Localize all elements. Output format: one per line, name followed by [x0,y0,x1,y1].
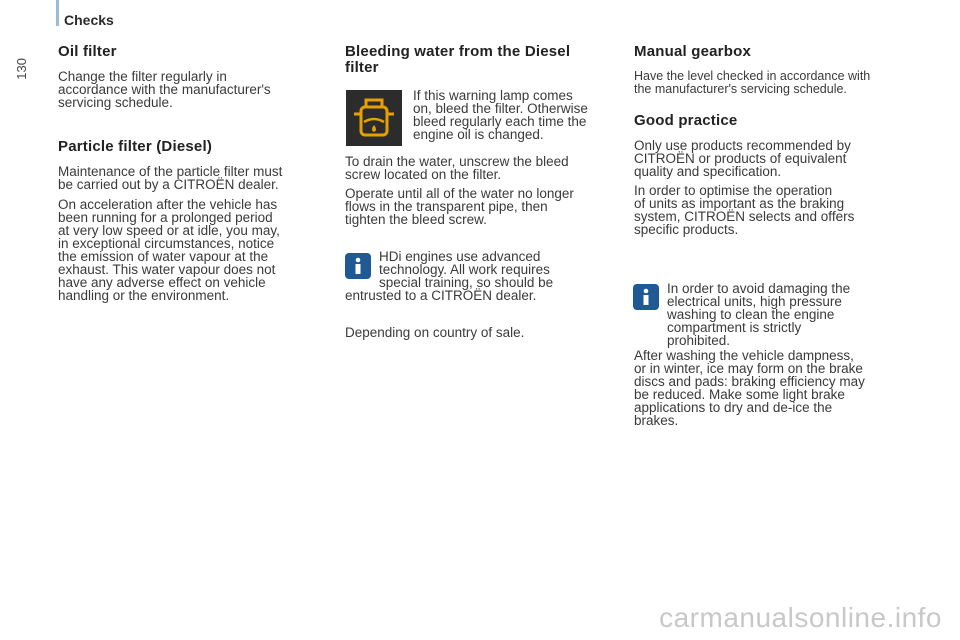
manual-gearbox-title: Manual gearbox [634,43,751,60]
info-icon [345,253,371,279]
info-icon [633,284,659,310]
hdi-info-text-last: entrusted to a CITROËN dealer. [345,288,537,303]
oil-filter-title: Oil filter [58,43,117,60]
particle-filter-text: Maintenance of the particle filter must be carried out by a CITROËN dealer. On acceleration after the vehicle has been running for a prolonged period at very low speed or at idle, you may, in exceptional circumstances, notice the emission of water vapour at the exhaust. This water vapour does not have any adverse effect on vehicle handling or the environment. [58,164,283,303]
country-note: Depending on country of sale. [345,325,525,340]
good-practice-text: Only use products recommended by CITROËN or products of equivalent quality and specification. In order to optimise the operation of units as important as the braking system, CITROËN selects and offers specific products. [634,138,855,237]
diesel-filter-warning-icon [346,90,402,146]
watermark: carmanualsonline.info [659,602,942,633]
bleeding-water-title: Bleeding water from the Diesel filter [345,43,571,76]
manual-gearbox-text: Have the level checked in accordance with the manufacturer's servicing schedule. [634,69,871,96]
oil-filter-text: Change the filter regularly in accordance with the manufacturer's servicing schedule. [58,69,271,110]
particle-filter-title: Particle filter (Diesel) [58,138,213,155]
page-number: 130 [14,58,29,80]
drain-instructions: To drain the water, unscrew the bleed screw located on the filter. Operate until all of the water no longer flows in the transparent pipe, then tighten the bleed screw. [345,154,574,227]
section-accent-bar [56,0,59,26]
washing-info-text: In order to avoid damaging the electrical units, high pressure washing to clean the engine compartment is strictly prohibited. [667,281,851,348]
after-washing-text: After washing the vehicle dampness, or in winter, ice may form on the brake discs and pads: braking efficiency may be reduced. Make some light brake applications to dry and de-ice the brakes. [634,348,865,428]
warning-lamp-text: If this warning lamp comes on, bleed the filter. Otherwise bleed regularly each time the engine oil is changed. [413,88,588,142]
good-practice-title: Good practice [634,112,738,129]
section-label: Checks [64,12,114,28]
hdi-info-text: HDi engines use advanced technology. All work requires special training, so should be [379,249,554,290]
